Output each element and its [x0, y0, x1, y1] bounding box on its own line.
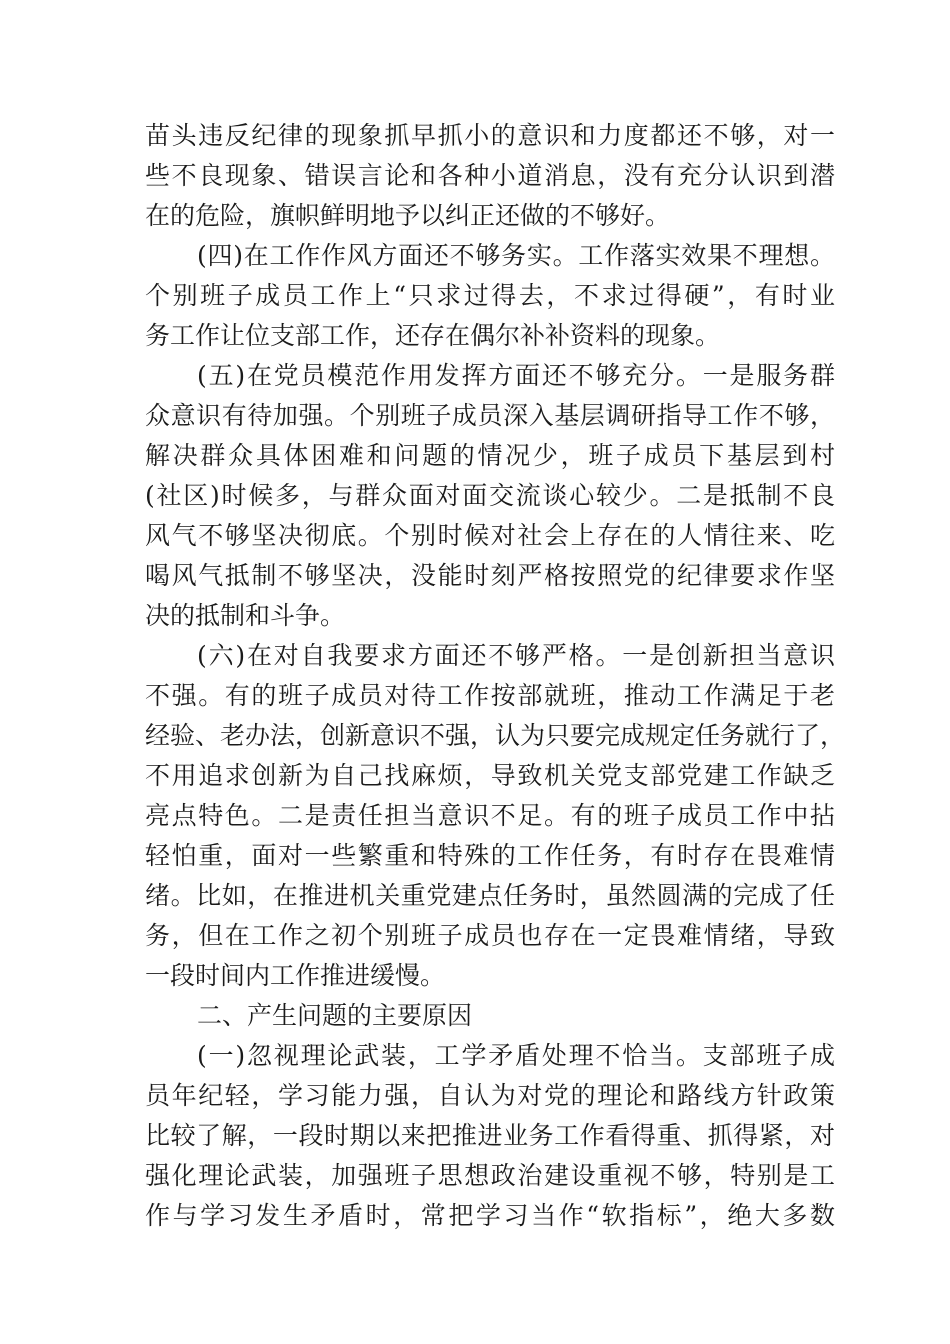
text-line: 轻怕重，面对一些繁重和特殊的工作任务，有时存在畏难情 — [145, 841, 835, 870]
text-line: (五)在党员模范作用发挥方面还不够充分。一是服务群 — [197, 361, 835, 390]
text-line: 一段时间内工作推进缓慢。 — [145, 961, 446, 990]
text-line: 风气不够坚决彻底。个别时候对社会上存在的人情往来、吃 — [145, 521, 835, 550]
text-line: 苗头违反纪律的现象抓早抓小的意识和力度都还不够，对一 — [145, 121, 835, 150]
text-line: (社区)时候多，与群众面对面交流谈心较少。二是抵制不良 — [145, 481, 835, 510]
text-line: 作与学习发生矛盾时，常把学习当作“软指标”，绝大多数 — [145, 1201, 835, 1230]
text-line: 绪。比如，在推进机关重党建点任务时，虽然圆满的完成了任 — [145, 881, 835, 910]
text-line: 喝风气抵制不够坚决，没能时刻严格按照党的纪律要求作坚 — [145, 561, 835, 590]
text-line: 经验、老办法，创新意识不强，认为只要完成规定任务就行了， — [145, 721, 846, 750]
text-line: 强化理论武装，加强班子思想政治建设重视不够，特别是工 — [145, 1161, 835, 1190]
text-line: (六)在对自我要求方面还不够严格。一是创新担当意识 — [197, 641, 835, 670]
text-line: 不强。有的班子成员对待工作按部就班，推动工作满足于老 — [145, 681, 835, 710]
text-line: 解决群众具体困难和问题的情况少，班子成员下基层到村 — [145, 441, 835, 470]
text-line: 些不良现象、错误言论和各种小道消息，没有充分认识到潜 — [145, 161, 835, 190]
text-line: (四)在工作作风方面还不够务实。工作落实效果不理想。 — [197, 241, 835, 270]
text-line: 务工作让位支部工作，还存在偶尔补补资料的现象。 — [145, 321, 721, 350]
text-line: (一)忽视理论武装，工学矛盾处理不恰当。支部班子成 — [197, 1041, 835, 1070]
text-line: 亮点特色。二是责任担当意识不足。有的班子成员工作中拈 — [145, 801, 835, 830]
text-line: 二、产生问题的主要原因 — [197, 1001, 473, 1030]
text-line: 比较了解，一段时期以来把推进业务工作看得重、抓得紧，对 — [145, 1121, 835, 1150]
text-line: 决的抵制和斗争。 — [145, 601, 346, 630]
text-line: 员年纪轻，学习能力强，自认为对党的理论和路线方针政策 — [145, 1081, 835, 1110]
text-line: 在的危险，旗帜鲜明地予以纠正还做的不够好。 — [145, 201, 671, 230]
text-line: 个别班子成员工作上“只求过得去，不求过得硬”，有时业 — [145, 281, 835, 310]
text-line: 众意识有待加强。个别班子成员深入基层调研指导工作不够， — [145, 401, 835, 430]
document-body — [145, 116, 846, 1236]
text-line: 不用追求创新为自己找麻烦，导致机关党支部党建工作缺乏 — [145, 761, 835, 790]
text-line: 务，但在工作之初个别班子成员也存在一定畏难情绪，导致 — [145, 921, 835, 950]
